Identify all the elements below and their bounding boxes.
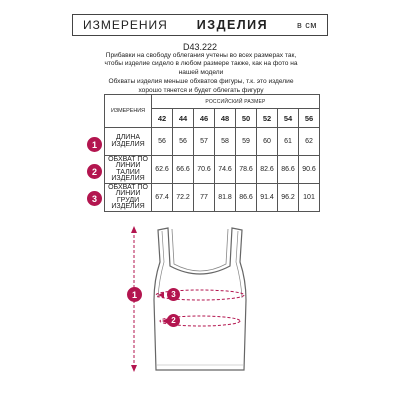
table-cell: 90.6: [299, 156, 320, 184]
row-label-chest: ОБХВАТ ПО ЛИНИИ ГРУДИ ИЗДЕЛИЯ: [105, 184, 152, 212]
table-cell: 59: [236, 128, 257, 156]
length-arrow-head-top: [131, 226, 137, 233]
table-cell: 72.2: [173, 184, 194, 212]
diagram-marker-1: 1: [127, 287, 142, 302]
size-48: 48: [215, 109, 236, 128]
size-52: 52: [257, 109, 278, 128]
table-cell: 57: [194, 128, 215, 156]
table-cell: 86.6: [278, 156, 299, 184]
corner-label: ИЗМЕРЕНИЯ: [105, 95, 152, 128]
diagram-marker-2: 2: [167, 314, 180, 327]
table-cell: 86.6: [236, 184, 257, 212]
russian-size-header: РОССИЙСКИЙ РАЗМЕР: [152, 95, 320, 109]
size-42: 42: [152, 109, 173, 128]
table-cell: 62.6: [152, 156, 173, 184]
neckline-stitch: [172, 229, 228, 271]
table-cell: 60: [257, 128, 278, 156]
table-cell: 56: [152, 128, 173, 156]
table-cell: 70.6: [194, 156, 215, 184]
table-cell: 77: [194, 184, 215, 212]
table-cell: 67.4: [152, 184, 173, 212]
fit-note-stretch: Обхваты изделия меньше обхватов фигуры, т.к. это изделие хорошо тянется и будет облегать фигуру: [108, 78, 294, 94]
row-label-length: ДЛИНА ИЗДЕЛИЯ: [105, 128, 152, 156]
table-cell: 78.6: [236, 156, 257, 184]
size-44: 44: [173, 109, 194, 128]
size-56: 56: [299, 109, 320, 128]
table-cell: 101: [299, 184, 320, 212]
table-cell: 74.6: [215, 156, 236, 184]
title-unit: в см: [297, 20, 317, 30]
table-cell: 61: [278, 128, 299, 156]
table-cell: 91.4: [257, 184, 278, 212]
size-54: 54: [278, 109, 299, 128]
length-arrow-head-bottom: [131, 365, 137, 372]
table-cell: 62: [299, 128, 320, 156]
table-cell: 56: [173, 128, 194, 156]
row-label-waist: ОБХВАТ ПО ЛИНИИ ТАЛИИ ИЗДЕЛИЯ: [105, 156, 152, 184]
marker-2: 2: [87, 164, 102, 179]
table-cell: 66.6: [173, 156, 194, 184]
table-cell: 81.8: [215, 184, 236, 212]
title-word-garment: ИЗДЕЛИЯ: [196, 18, 269, 32]
title-word-measurements: ИЗМЕРЕНИЯ: [83, 18, 168, 32]
table-cell: 58: [215, 128, 236, 156]
fit-note-ease: Прибавки на свободу облегания учтены во всех размерах так, чтобы изделие сидело в любом размере также, как на фото на нашей модели: [104, 52, 298, 76]
size-46: 46: [194, 109, 215, 128]
table-cell: 82.6: [257, 156, 278, 184]
diagram-marker-3: 3: [167, 288, 180, 301]
marker-3: 3: [87, 191, 102, 206]
marker-1: 1: [87, 137, 102, 152]
article-number: D43.222: [182, 42, 218, 52]
size-50: 50: [236, 109, 257, 128]
garment-outline: [154, 228, 246, 370]
table-cell: 96.2: [278, 184, 299, 212]
